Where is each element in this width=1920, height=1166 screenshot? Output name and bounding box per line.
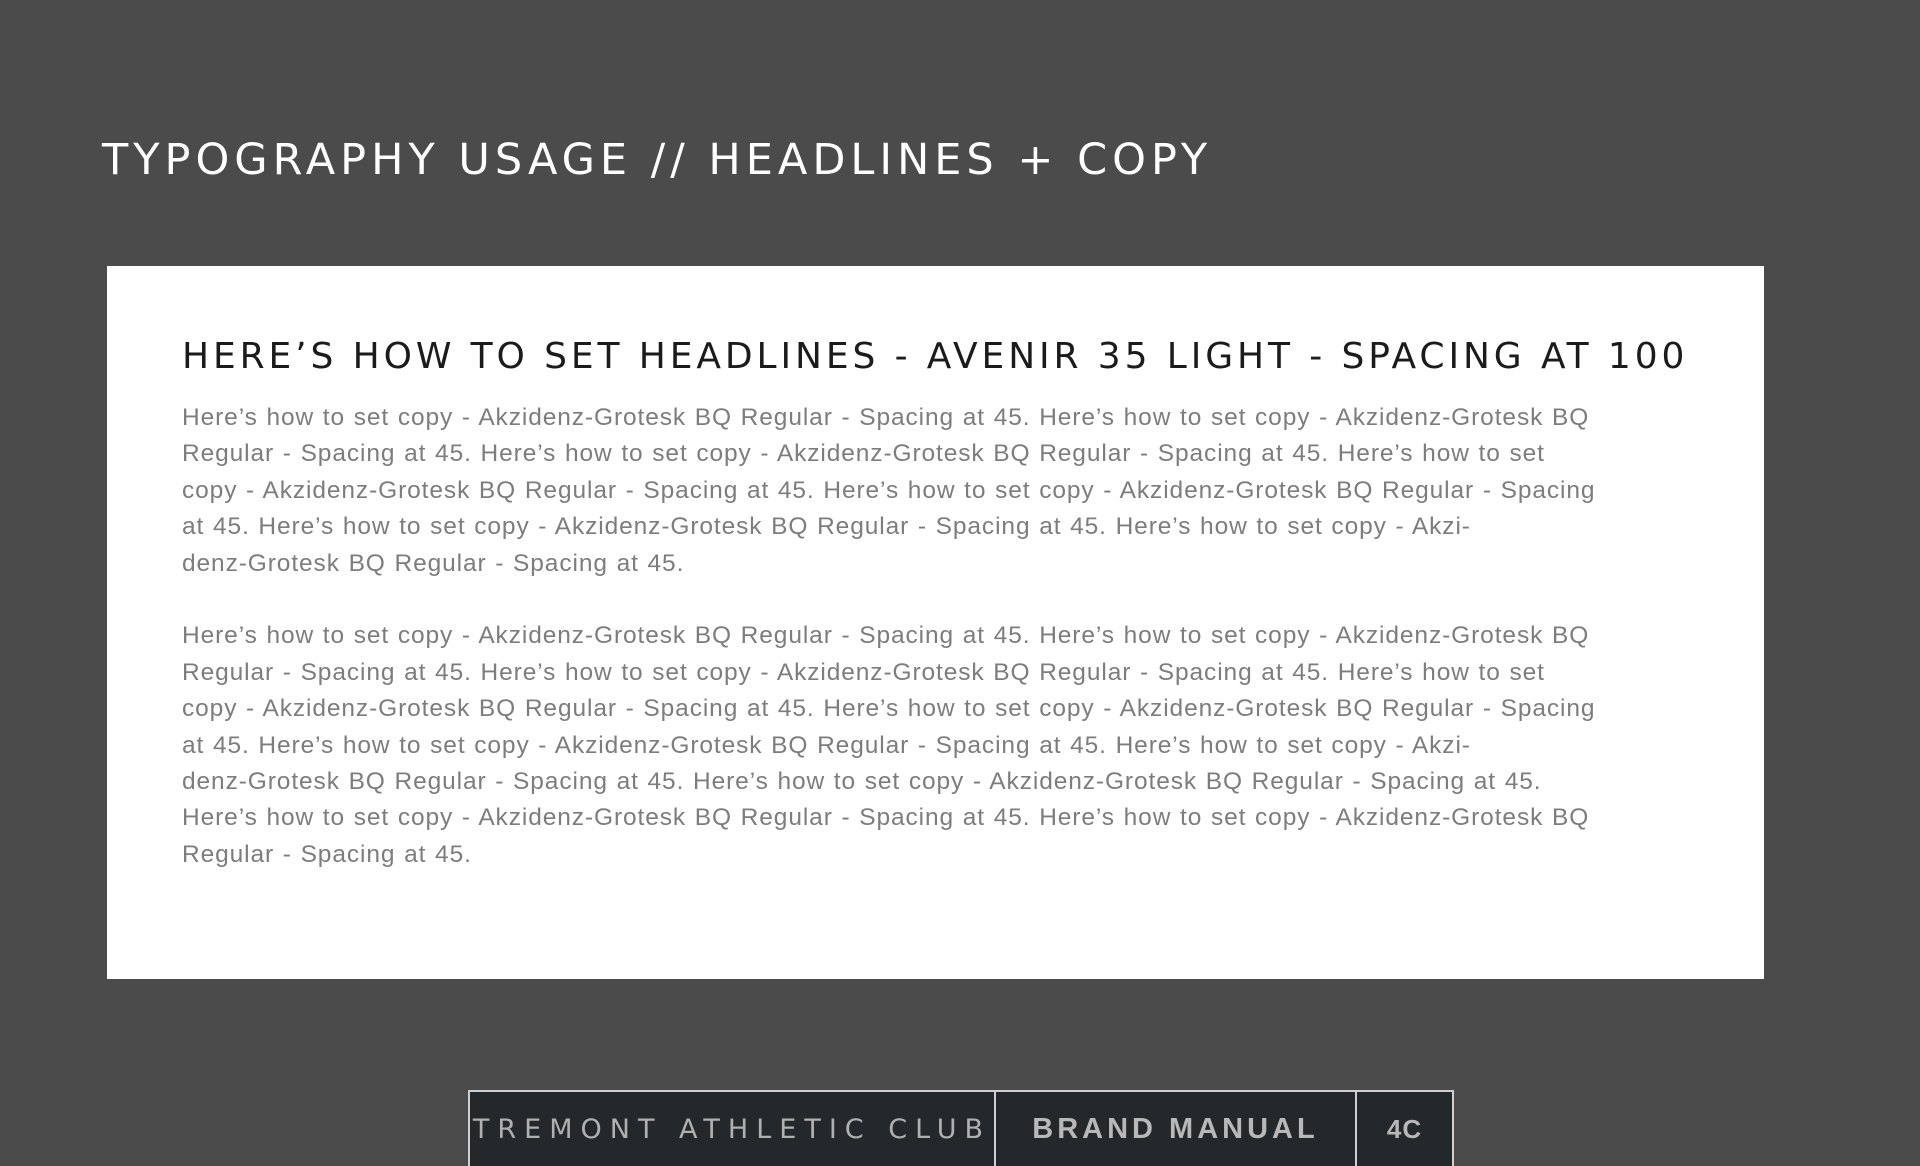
copy-line: copy - Akzidenz-Grotesk BQ Regular - Spacing at 45. Here’s how to set copy - Akzidenz-Grotesk BQ Regular - Spacing bbox=[182, 695, 1596, 723]
copy-line: copy - Akzidenz-Grotesk BQ Regular - Spacing at 45. Here’s how to set copy - Akzidenz-Grotesk BQ Regular - Spacing bbox=[182, 476, 1596, 504]
typography-sample-panel bbox=[107, 266, 1764, 979]
copy-line: Here’s how to set copy - Akzidenz-Grotesk BQ Regular - Spacing at 45. Here’s how to set copy - Akzidenz-Grotesk BQ bbox=[182, 622, 1590, 650]
footer-page-number: 4C bbox=[1386, 1113, 1423, 1144]
footer-manual-label: BRAND MANUAL bbox=[996, 1092, 1357, 1166]
footer-bar bbox=[468, 1090, 1454, 1166]
copy-line: Regular - Spacing at 45. bbox=[182, 840, 472, 868]
headline-sample: HERE’S HOW TO SET HEADLINES - AVENIR 35 LIGHT - SPACING AT 100 bbox=[182, 336, 1689, 377]
copy-line: Regular - Spacing at 45. Here’s how to set copy - Akzidenz-Grotesk BQ Regular - Spacing at 45. Here’s how to set bbox=[182, 658, 1545, 686]
copy-line: denz-Grotesk BQ Regular - Spacing at 45. Here’s how to set copy - Akzidenz-Grotesk BQ Regular - Spacing at 45. bbox=[182, 768, 1542, 796]
copy-line: at 45. Here’s how to set copy - Akzidenz-Grotesk BQ Regular - Spacing at 45. Here’s how to set copy - Akzi- bbox=[182, 731, 1471, 759]
copy-paragraph-1 bbox=[182, 400, 1672, 582]
copy-line: Here’s how to set copy - Akzidenz-Grotesk BQ Regular - Spacing at 45. Here’s how to set copy - Akzidenz-Grotesk BQ bbox=[182, 804, 1590, 832]
copy-paragraph-2 bbox=[182, 618, 1672, 873]
footer-club-name: TREMONT ATHLETIC CLUB bbox=[470, 1092, 996, 1166]
copy-line: at 45. Here’s how to set copy - Akzidenz-Grotesk BQ Regular - Spacing at 45. Here’s how to set copy - Akzi- bbox=[182, 513, 1471, 541]
copy-line: denz-Grotesk BQ Regular - Spacing at 45. bbox=[182, 549, 685, 577]
page-title: TYPOGRAPHY USAGE // HEADLINES + COPY bbox=[102, 135, 1213, 185]
copy-line: Here’s how to set copy - Akzidenz-Grotesk BQ Regular - Spacing at 45. Here’s how to set copy - Akzidenz-Grotesk BQ bbox=[182, 404, 1590, 431]
copy-line: Regular - Spacing at 45. Here’s how to set copy - Akzidenz-Grotesk BQ Regular - Spacing at 45. Here’s how to set bbox=[182, 440, 1545, 468]
